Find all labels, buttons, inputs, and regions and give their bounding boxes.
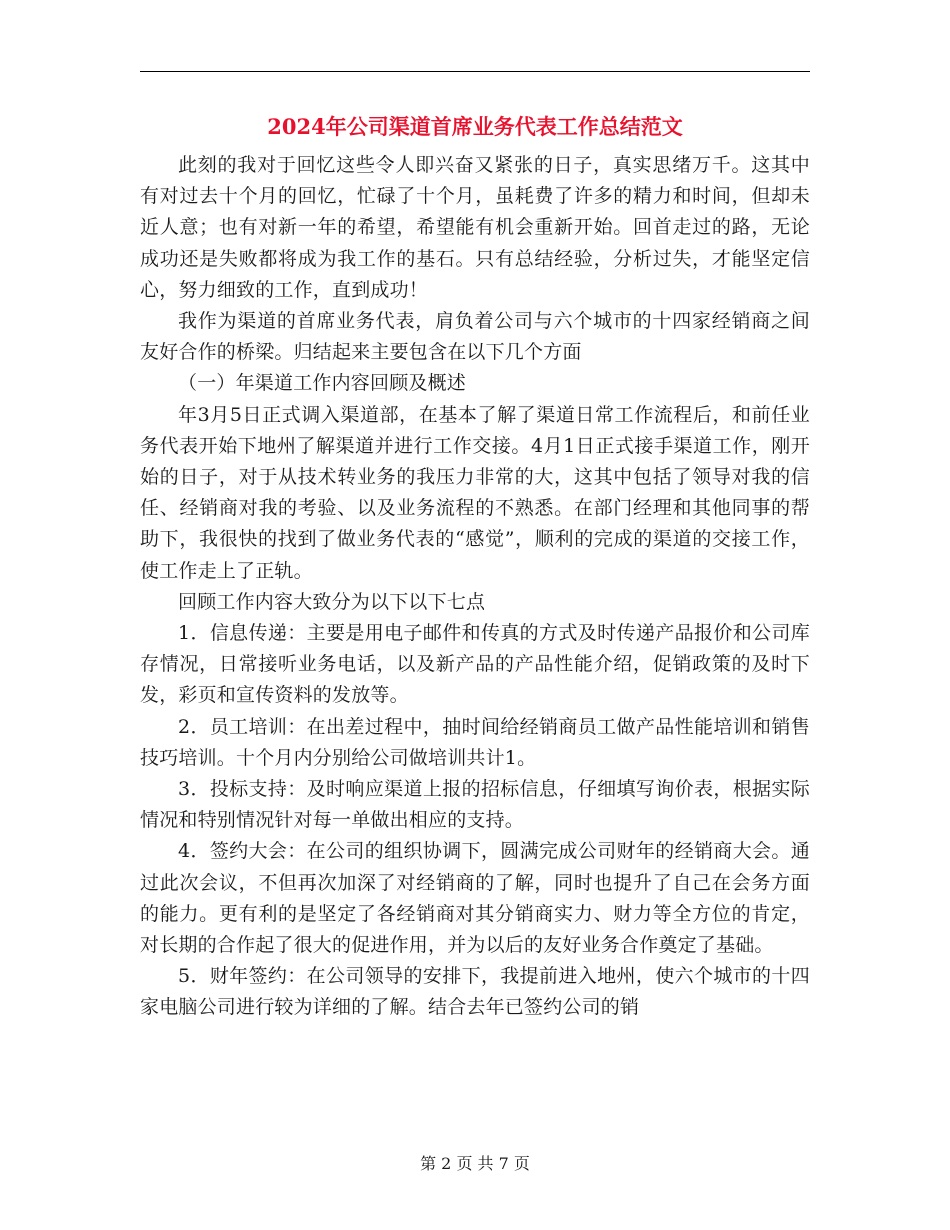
paragraph-review: 年3月5日正式调入渠道部，在基本了解了渠道日常工作流程后，和前任业务代表开始下地州了解渠道并进行工作交接。4月1日正式接手渠道工作，刚开始的日子，对于从技术转业务的我压力非常的大，这其中包括了领导对我的信任、经销商对我的考验、以及业务流程的不熟悉。在部门经理和其他同事的帮助下，我很快的找到了做业务代表的“感觉”，顺利的完成的渠道的交接工作，使工作走上了正轨。 bbox=[140, 403, 810, 582]
page-footer: 第 2 页 共 7 页 bbox=[420, 1154, 530, 1173]
list-item-bid-support: 3．投标支持：及时响应渠道上报的招标信息，仔细填写询价表，根据实际情况和特别情况针对每一单做出相应的支持。 bbox=[140, 778, 810, 832]
list-item-info-delivery: 1．信息传递：主要是用电子邮件和传真的方式及时传递产品报价和公司库存情况，日常接听业务电话，以及新产品的产品性能介绍，促销政策的及时下发，彩页和宣传资料的发放等。 bbox=[140, 622, 810, 707]
document-title: 2024年公司渠道首席业务代表工作总结范文 bbox=[267, 114, 683, 139]
paragraph-seven-points: 回顾工作内容大致分为以下以下七点 bbox=[178, 590, 486, 613]
list-item-fiscal-signing: 5．财年签约：在公司领导的安排下，我提前进入地州，使六个城市的十四家电脑公司进行较为详细的了解。结合去年已签约公司的销 bbox=[140, 965, 810, 1019]
paragraph-intro: 此刻的我对于回忆这些令人即兴奋又紧张的日子，真实思绪万千。这其中有对过去十个月的回忆，忙碌了十个月，虽耗费了许多的精力和时间，但却未近人意；也有对新一年的希望，希望能有机会重新开始。回首走过的路，无论成功还是失败都将成为我工作的基石。只有总结经验，分析过失，才能坚定信心，努力细致的工作，直到成功！ bbox=[140, 154, 810, 301]
section-heading-review: （一）年渠道工作内容回顾及概述 bbox=[178, 372, 467, 395]
paragraph-role: 我作为渠道的首席业务代表，肩负着公司与六个城市的十四家经销商之间友好合作的桥梁。归结起来主要包含在以下几个方面 bbox=[140, 310, 810, 364]
list-item-staff-training: 2．员工培训：在出差过程中，抽时间给经销商员工做产品性能培训和销售技巧培训。十个月内分别给公司做培训共计1。 bbox=[140, 715, 810, 769]
list-item-signing-conference: 4．签约大会：在公司的组织协调下，圆满完成公司财年的经销商大会。通过此次会议，不但再次加深了对经销商的了解，同时也提升了自己在会务方面的能力。更有利的是坚定了各经销商对其分销商实力、财力等全方位的肯定，对长期的合作起了很大的促进作用，并为以后的友好业务合作奠定了基础。 bbox=[140, 840, 810, 957]
header-rule bbox=[140, 71, 810, 72]
document-body bbox=[140, 150, 810, 1024]
